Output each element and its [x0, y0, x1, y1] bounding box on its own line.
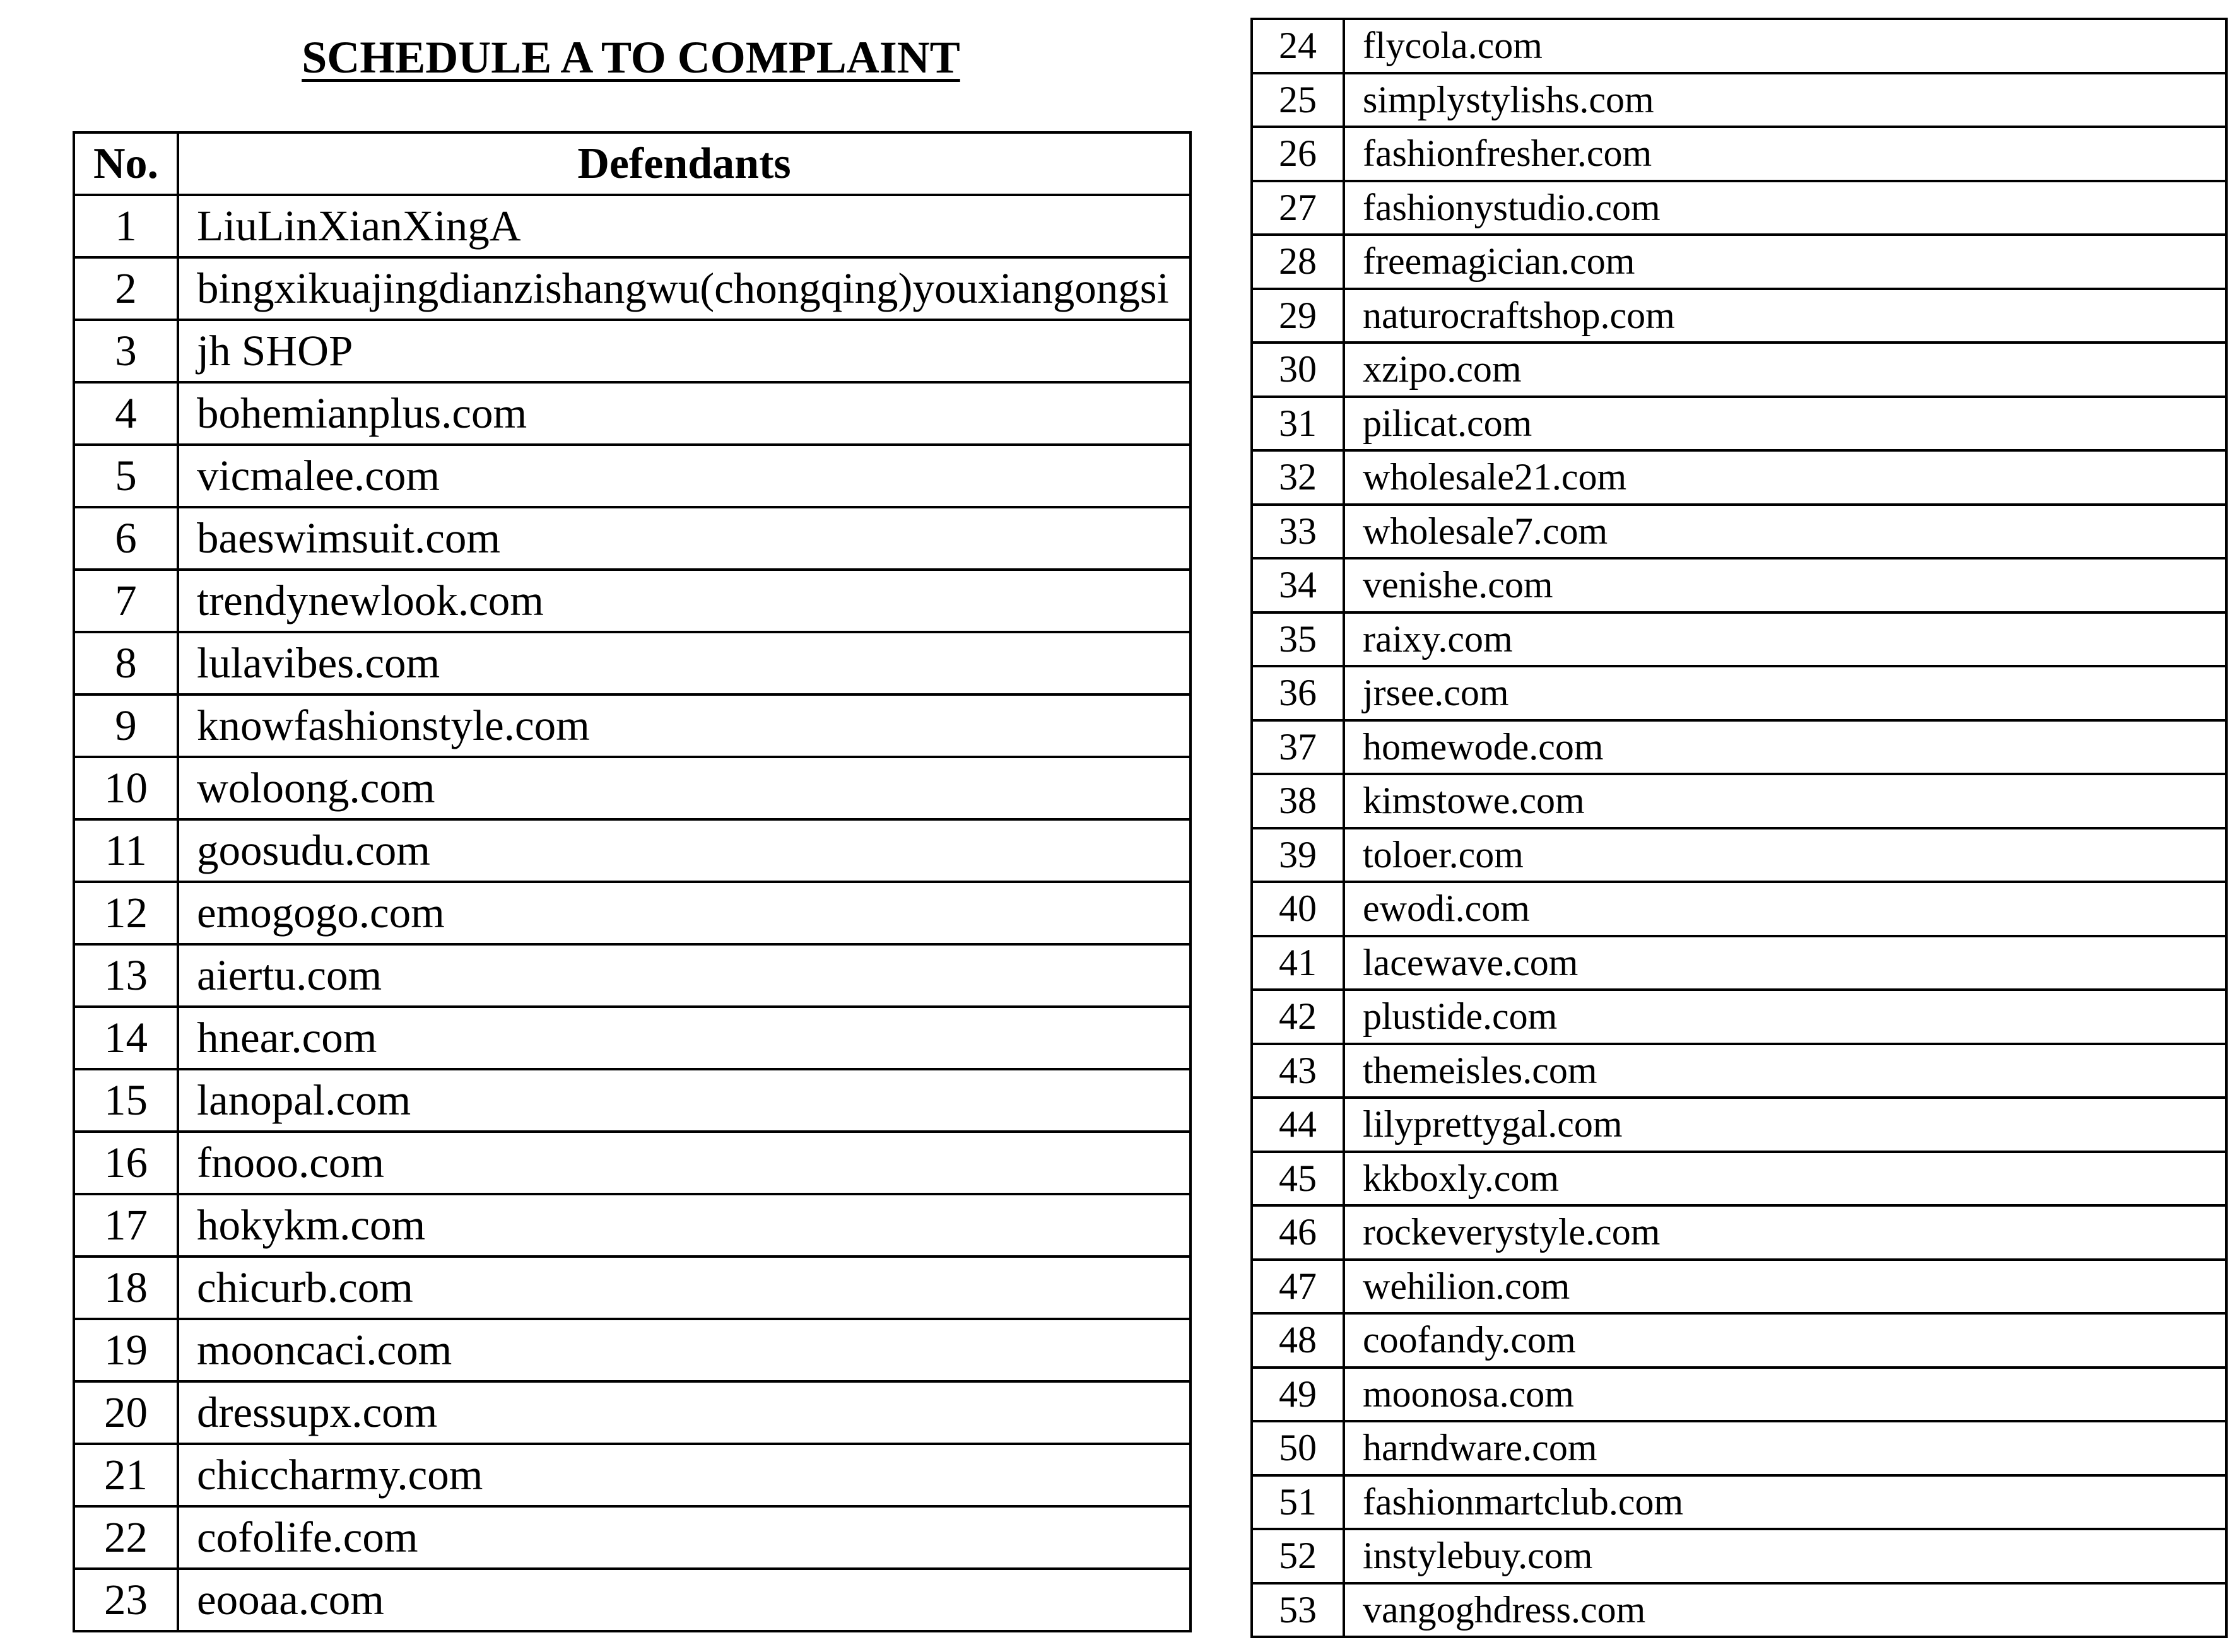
row-number: 53 [1252, 1583, 1344, 1637]
defendant-name: emogogo.com [178, 882, 1190, 944]
defendant-name: toloer.com [1344, 828, 2226, 882]
table-row [1252, 936, 2226, 990]
header-defendants: Defendants [178, 132, 1190, 195]
row-number: 49 [1252, 1368, 1344, 1422]
defendant-name: plustide.com [1344, 990, 2226, 1044]
row-number: 19 [74, 1319, 178, 1381]
table-row [1252, 1313, 2226, 1368]
table-row [74, 1444, 1190, 1506]
defendants-table-left [73, 131, 1192, 1632]
table-row [74, 632, 1190, 694]
defendant-name: homewode.com [1344, 720, 2226, 775]
defendant-name: bohemianplus.com [178, 382, 1190, 445]
table-row [1252, 612, 2226, 667]
row-number: 8 [74, 632, 178, 694]
defendant-name: ewodi.com [1344, 882, 2226, 936]
row-number: 33 [1252, 505, 1344, 559]
defendant-name: rockeverystyle.com [1344, 1205, 2226, 1260]
defendant-name: mooncaci.com [178, 1319, 1190, 1381]
table-row [1252, 127, 2226, 181]
table-row [74, 320, 1190, 382]
table-row [74, 1007, 1190, 1069]
row-number: 18 [74, 1257, 178, 1319]
table-row [74, 195, 1190, 257]
defendant-name: instylebuy.com [1344, 1529, 2226, 1583]
row-number: 38 [1252, 774, 1344, 828]
row-number: 28 [1252, 235, 1344, 289]
defendant-name: fashionmartclub.com [1344, 1475, 2226, 1530]
row-number: 51 [1252, 1475, 1344, 1530]
right-table-body [1252, 19, 2226, 1637]
defendant-name: chiccharmy.com [178, 1444, 1190, 1506]
row-number: 32 [1252, 450, 1344, 505]
table-row [1252, 1098, 2226, 1152]
table-row [74, 382, 1190, 445]
row-number: 45 [1252, 1152, 1344, 1206]
defendant-name: flycola.com [1344, 19, 2226, 73]
table-row [1252, 666, 2226, 720]
row-number: 5 [74, 445, 178, 507]
row-number: 46 [1252, 1205, 1344, 1260]
defendant-name: kkboxly.com [1344, 1152, 2226, 1206]
defendant-name: baeswimsuit.com [178, 507, 1190, 570]
row-number: 10 [74, 757, 178, 819]
table-row [1252, 1205, 2226, 1260]
table-row [74, 819, 1190, 882]
defendant-name: wholesale7.com [1344, 505, 2226, 559]
table-row [74, 1319, 1190, 1381]
row-number: 3 [74, 320, 178, 382]
defendant-name: pilicat.com [1344, 397, 2226, 451]
defendant-name: kimstowe.com [1344, 774, 2226, 828]
table-row [1252, 343, 2226, 397]
row-number: 9 [74, 694, 178, 757]
row-number: 52 [1252, 1529, 1344, 1583]
table-row [74, 1569, 1190, 1631]
defendant-name: goosudu.com [178, 819, 1190, 882]
row-number: 12 [74, 882, 178, 944]
defendant-name: simplystylishs.com [1344, 73, 2226, 127]
row-number: 50 [1252, 1421, 1344, 1475]
row-number: 1 [74, 195, 178, 257]
row-number: 41 [1252, 936, 1344, 990]
defendant-name: hnear.com [178, 1007, 1190, 1069]
defendant-name: eooaa.com [178, 1569, 1190, 1631]
row-number: 7 [74, 570, 178, 632]
defendant-name: jh SHOP [178, 320, 1190, 382]
row-number: 34 [1252, 558, 1344, 612]
row-number: 14 [74, 1007, 178, 1069]
defendant-name: trendynewlook.com [178, 570, 1190, 632]
table-row [1252, 1044, 2226, 1098]
table-row [74, 1257, 1190, 1319]
page-title: SCHEDULE A TO COMPLAINT [302, 32, 960, 83]
table-row [1252, 1475, 2226, 1530]
table-row [74, 570, 1190, 632]
table-row [74, 445, 1190, 507]
table-row [74, 257, 1190, 320]
table-row [1252, 990, 2226, 1044]
table-row [1252, 882, 2226, 936]
defendant-name: knowfashionstyle.com [178, 694, 1190, 757]
table-row [1252, 450, 2226, 505]
header-no: No. [74, 132, 178, 195]
defendant-name: vicmalee.com [178, 445, 1190, 507]
row-number: 40 [1252, 882, 1344, 936]
row-number: 15 [74, 1069, 178, 1132]
table-row [1252, 558, 2226, 612]
row-number: 25 [1252, 73, 1344, 127]
defendant-name: chicurb.com [178, 1257, 1190, 1319]
table-row [74, 944, 1190, 1007]
row-number: 44 [1252, 1098, 1344, 1152]
defendant-name: jrsee.com [1344, 666, 2226, 720]
row-number: 4 [74, 382, 178, 445]
defendant-name: harndware.com [1344, 1421, 2226, 1475]
table-row [74, 1381, 1190, 1444]
defendant-name: dressupx.com [178, 1381, 1190, 1444]
defendant-name: bingxikuajingdianzishangwu(chongqing)youxiangongsi [178, 257, 1190, 320]
table-row [74, 507, 1190, 570]
defendant-name: fnooo.com [178, 1132, 1190, 1194]
row-number: 43 [1252, 1044, 1344, 1098]
defendant-name: aiertu.com [178, 944, 1190, 1007]
defendant-name: naturocraftshop.com [1344, 289, 2226, 343]
row-number: 48 [1252, 1313, 1344, 1368]
row-number: 17 [74, 1194, 178, 1257]
row-number: 39 [1252, 828, 1344, 882]
table-row [1252, 828, 2226, 882]
table-row [74, 757, 1190, 819]
row-number: 37 [1252, 720, 1344, 775]
table-row [74, 1069, 1190, 1132]
table-row [1252, 720, 2226, 775]
defendant-name: coofandy.com [1344, 1313, 2226, 1368]
defendant-name: freemagician.com [1344, 235, 2226, 289]
row-number: 35 [1252, 612, 1344, 667]
table-row [1252, 1529, 2226, 1583]
table-row [1252, 1368, 2226, 1422]
row-number: 13 [74, 944, 178, 1007]
table-row [74, 1132, 1190, 1194]
row-number: 20 [74, 1381, 178, 1444]
defendant-name: lacewave.com [1344, 936, 2226, 990]
table-row [1252, 505, 2226, 559]
row-number: 29 [1252, 289, 1344, 343]
row-number: 11 [74, 819, 178, 882]
defendant-name: themeisles.com [1344, 1044, 2226, 1098]
defendant-name: fashionfresher.com [1344, 127, 2226, 181]
defendant-name: woloong.com [178, 757, 1190, 819]
row-number: 36 [1252, 666, 1344, 720]
defendant-name: cofolife.com [178, 1506, 1190, 1569]
left-table-body [74, 195, 1190, 1631]
defendant-name: wehilion.com [1344, 1260, 2226, 1314]
table-header-row [74, 132, 1190, 195]
defendant-name: hokykm.com [178, 1194, 1190, 1257]
defendant-name: lulavibes.com [178, 632, 1190, 694]
row-number: 24 [1252, 19, 1344, 73]
row-number: 2 [74, 257, 178, 320]
defendant-name: LiuLinXianXingA [178, 195, 1190, 257]
defendant-name: lilyprettygal.com [1344, 1098, 2226, 1152]
table-row [1252, 19, 2226, 73]
row-number: 42 [1252, 990, 1344, 1044]
defendant-name: raixy.com [1344, 612, 2226, 667]
row-number: 23 [74, 1569, 178, 1631]
table-row [1252, 1260, 2226, 1314]
table-row [1252, 1152, 2226, 1206]
table-row [1252, 1421, 2226, 1475]
row-number: 16 [74, 1132, 178, 1194]
table-row [74, 1506, 1190, 1569]
table-row [1252, 73, 2226, 127]
defendant-name: lanopal.com [178, 1069, 1190, 1132]
row-number: 30 [1252, 343, 1344, 397]
table-row [74, 882, 1190, 944]
table-row [1252, 289, 2226, 343]
table-row [1252, 181, 2226, 235]
row-number: 22 [74, 1506, 178, 1569]
defendants-table-right [1250, 18, 2228, 1638]
table-row [1252, 235, 2226, 289]
row-number: 47 [1252, 1260, 1344, 1314]
row-number: 26 [1252, 127, 1344, 181]
table-row [74, 1194, 1190, 1257]
table-row [74, 694, 1190, 757]
defendant-name: wholesale21.com [1344, 450, 2226, 505]
table-row [1252, 774, 2226, 828]
table-row [1252, 1583, 2226, 1637]
defendant-name: vangoghdress.com [1344, 1583, 2226, 1637]
table-row [1252, 397, 2226, 451]
row-number: 27 [1252, 181, 1344, 235]
defendant-name: moonosa.com [1344, 1368, 2226, 1422]
row-number: 31 [1252, 397, 1344, 451]
row-number: 6 [74, 507, 178, 570]
defendant-name: venishe.com [1344, 558, 2226, 612]
row-number: 21 [74, 1444, 178, 1506]
defendant-name: xzipo.com [1344, 343, 2226, 397]
defendant-name: fashionystudio.com [1344, 181, 2226, 235]
